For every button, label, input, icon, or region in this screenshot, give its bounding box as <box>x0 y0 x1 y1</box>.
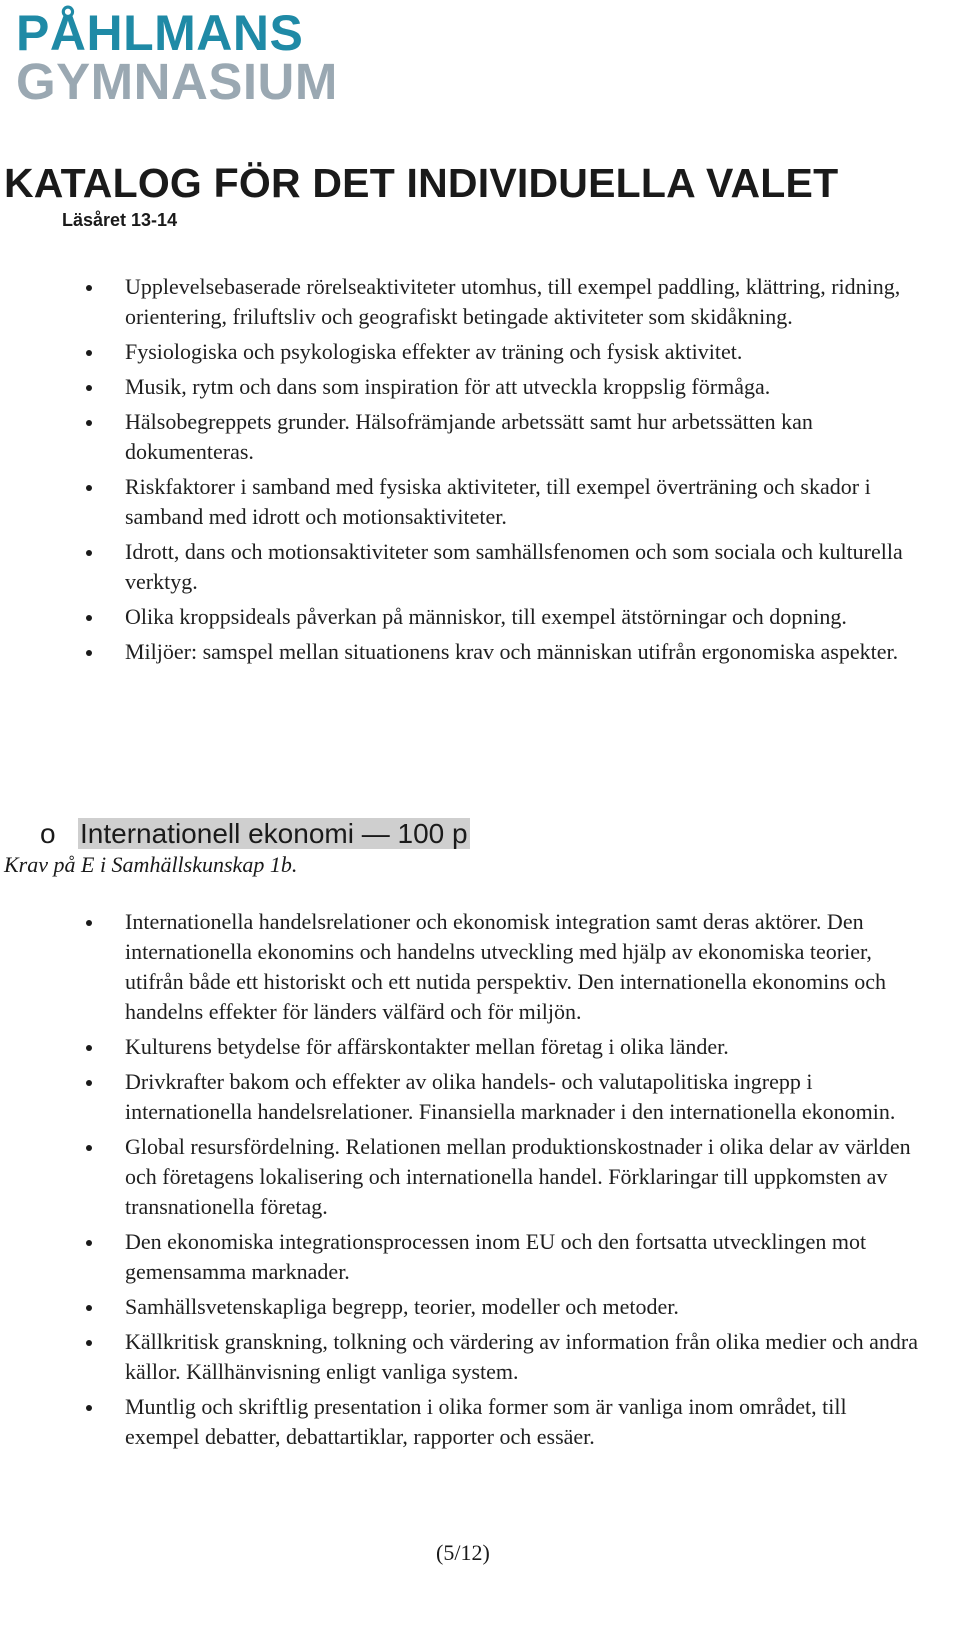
list-item: Musik, rytm och dans som inspiration för att utveckla kroppslig förmåga. <box>0 372 925 402</box>
course-heading <box>40 815 470 853</box>
list-item: Källkritisk granskning, tolkning och värdering av information från olika medier och andra källor. Källhänvisning enligt vanliga system. <box>0 1327 925 1387</box>
document-subtitle: Läsåret 13-14 <box>62 210 178 230</box>
list-item: Internationella handelsrelationer och ekonomisk integration samt deras aktörer. Den internationella ekonomins och handelns utveckling med hjälp av ekonomiska teorier, utifrån både ett historiskt och ett nutida perspektiv. Den internationella ekonomins och handelns effekter för länders välfärd och för miljön. <box>0 907 925 1027</box>
logo-line-2: GYMNASIUM <box>16 53 338 110</box>
list-item: Muntlig och skriftlig presentation i olika former som är vanliga inom området, till exempel debatter, debattartiklar, rapporter och essäer. <box>0 1392 925 1452</box>
list-item: Drivkrafter bakom och effekter av olika handels- och valutapolitiska ingrepp i internationella handelsrelationer. Finansiella marknader i den internationella ekonomin. <box>0 1067 925 1127</box>
document-title: KATALOG FÖR DET INDIVIDUELLA VALET <box>4 160 839 206</box>
page-number: (5/12) <box>436 1540 490 1565</box>
list-item: Hälsobegreppets grunder. Hälsofrämjande arbetssätt samt hur arbetssätten kan dokumenteras. <box>0 407 925 467</box>
list-marker: o <box>40 818 56 849</box>
list-item: Samhällsvetenskapliga begrepp, teorier, modeller och metoder. <box>0 1292 925 1322</box>
list-item: Global resursfördelning. Relationen mellan produktionskostnader i olika delar av världen och företagens lokalisering och internationella handel. Förklaringar till uppkomsten av transnationella företag. <box>0 1132 925 1222</box>
course-requirement: Krav på E i Samhällskunskap 1b. <box>4 852 298 877</box>
list-item: Den ekonomiska integrationsprocessen inom EU och den fortsatta utvecklingen mot gemensamma marknader. <box>0 1227 925 1287</box>
list-item: Olika kroppsideals påverkan på människor, till exempel ätstörningar och dopning. <box>0 602 925 632</box>
course-title: Internationell ekonomi — 100 p <box>80 818 468 849</box>
list-item: Idrott, dans och motionsaktiviteter som samhällsfenomen och som sociala och kulturella verktyg. <box>0 537 925 597</box>
list-item: Upplevelsebaserade rörelseaktiviteter utomhus, till exempel paddling, klättring, ridning, orientering, friluftsliv och geografiskt betingade aktiviteter som skidåkning. <box>0 272 925 332</box>
list-item: Riskfaktorer i samband med fysiska aktiviteter, till exempel överträning och skador i samband med idrott och motionsaktiviteter. <box>0 472 925 532</box>
school-logo <box>16 5 338 110</box>
content-list-international-economics <box>0 907 925 1457</box>
list-item: Fysiologiska och psykologiska effekter av träning och fysisk aktivitet. <box>0 337 925 367</box>
list-item: Miljöer: samspel mellan situationens krav och människan utifrån ergonomiska aspekter. <box>0 637 925 667</box>
content-list-physical-activity <box>0 272 925 672</box>
list-item: Kulturens betydelse för affärskontakter mellan företag i olika länder. <box>0 1032 925 1062</box>
logo-line-1: PÅHLMANS <box>16 5 304 61</box>
